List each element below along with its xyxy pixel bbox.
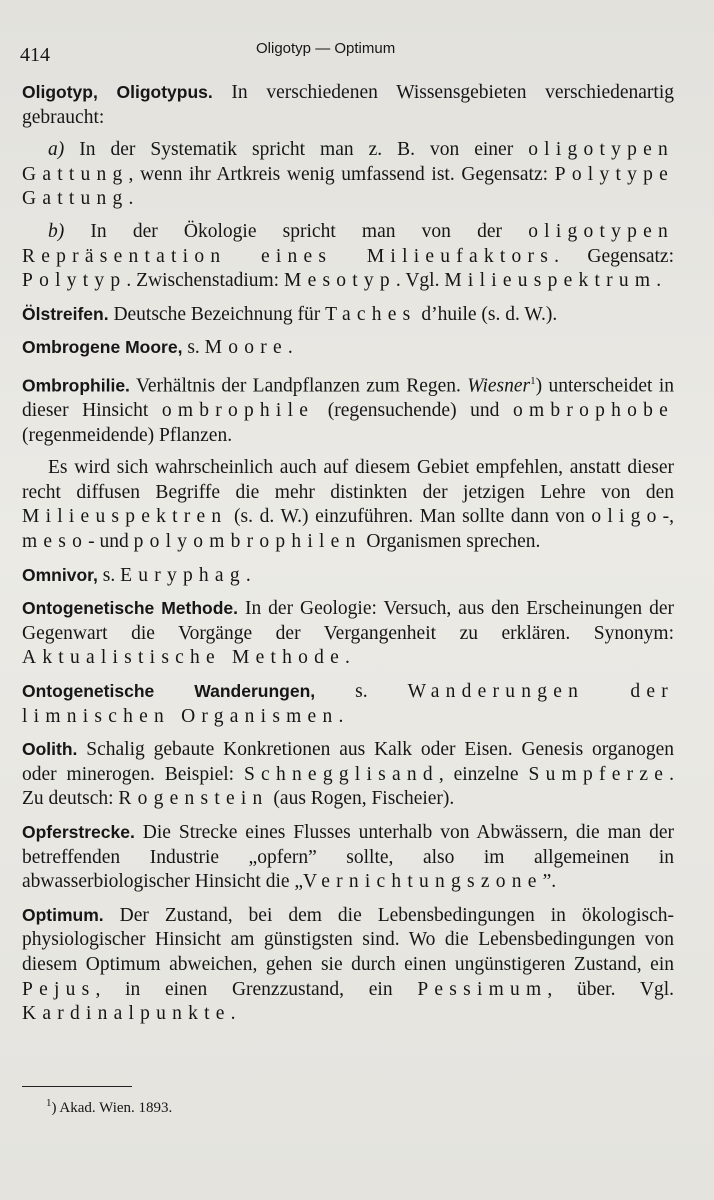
entry-text: In der Geologie: Versuch, aus den Erscheinungen der Gegenwart die Vorgänge der Vergangenheit zu erklären. Synonym: (22, 598, 674, 644)
spaced-term: Schnegglisand (243, 763, 439, 785)
headword: Optimum. (22, 904, 104, 925)
author-name: Wiesner (467, 375, 531, 397)
footnote-marker: 1 (46, 1097, 52, 1109)
spaced-term: Vernichtungszone (303, 871, 543, 893)
entry-text: . Gegensatz: (554, 245, 674, 267)
entry-ontogenetische-methode (22, 596, 674, 671)
entry-text: - und (88, 531, 134, 552)
spaced-term: ombrophobe (513, 400, 674, 422)
spaced-term: Rogenstein (118, 788, 269, 810)
entry-text: . Vgl. (395, 270, 445, 292)
entry-oolith (22, 737, 674, 812)
entry-text: s. (182, 337, 205, 359)
entry-text: . (338, 705, 344, 727)
spaced-term: Euryphag (120, 564, 246, 586)
spaced-term: Kardinalpunkte (22, 1003, 231, 1025)
entry-text: In der Systematik spricht man z. B. von einer (64, 139, 529, 161)
entry-text: -, (662, 506, 674, 528)
spaced-term: meso (22, 531, 89, 552)
headword: Opferstrecke. (22, 821, 135, 842)
spaced-term: Pejus (22, 978, 96, 1000)
headword: Oligotyp, Oligotypus. (22, 82, 213, 102)
entry-oligotyp-a (22, 138, 674, 212)
footnote-divider (22, 1086, 132, 1087)
footnote-text: ) Akad. Wien. 1893. (51, 1100, 173, 1116)
entry-text: In verschiedenen Wissensgebieten verschiedenartig gebraucht: (22, 82, 674, 128)
entry-ontogenetische-wanderungen (22, 679, 674, 729)
spaced-term: Pessimum (417, 978, 548, 1000)
list-label: b) (48, 220, 65, 242)
page-header (20, 38, 686, 66)
spaced-term: polyombrophilen (133, 531, 362, 552)
entry-text: s. (315, 680, 408, 702)
headword: Ombrogene Moore, (22, 337, 183, 358)
spaced-term: oligo (591, 506, 663, 528)
headword: Ombrophilie. (22, 375, 130, 396)
entry-text: , einzelne (438, 763, 529, 785)
spaced-term: Moore (204, 337, 288, 359)
running-head: Oligotyp — Optimum (256, 40, 396, 57)
spaced-term: Polytype Gattung (22, 163, 674, 210)
entry-text: . (128, 188, 134, 210)
headword: Ontogenetische Methode. (22, 598, 238, 619)
headword: Ontogenetische Wanderungen, (22, 680, 316, 701)
spaced-term: oligotypen Gattung (22, 139, 674, 185)
entry-text: . Zu deutsch: (22, 763, 674, 810)
headword: Oolith. (22, 739, 78, 760)
spaced-term: Polytyp (22, 270, 127, 292)
footnote (46, 1097, 172, 1117)
entry-text: . (656, 270, 662, 292)
entry-oligotyp-b (22, 220, 674, 294)
entry-text: . (287, 337, 293, 359)
entry-omnivor (22, 563, 674, 589)
entry-optimum (22, 903, 674, 1027)
spaced-term: Wanderungen der limnischen Organismen (22, 680, 674, 727)
list-label: a) (48, 139, 65, 161)
spaced-term: oligotypen Repräsentation eines Milieufaktors (22, 220, 674, 267)
entry-text: Deutsche Bezeichnung für (108, 303, 326, 325)
entry-text: Schalig gebaute Konkretionen aus Kalk oder Eisen. Genesis organogen oder minerogen. Beispiel: (22, 739, 674, 785)
entry-text: d’huile (s. d. W.). (416, 303, 558, 325)
spaced-term: Aktualistische Methode (22, 647, 346, 669)
page-number: 414 (20, 44, 50, 66)
entry-text: . (345, 647, 350, 669)
entry-text: Der Zustand, bei dem die Lebensbedingungen in ökologisch-physiologischer Hinsicht am günstigsten sind. Wo die Lebensbedingungen von diesem Optimum abweichen, gehen sie durch einen ungünstigeren Zustand, ein (22, 904, 674, 975)
spaced-term: Mesotyp (283, 270, 396, 292)
entry-text: (aus Rogen, Fischeier). (268, 788, 455, 810)
entry-ombrophilie-note (22, 456, 674, 554)
entry-text: (regensuchende) und (314, 400, 514, 422)
entry-text: . (230, 1003, 236, 1025)
headword: Ölstreifen. (22, 303, 109, 324)
entry-text: Die Strecke eines Flusses unterhalb von Abwässern, die man der betreffenden Industrie „opfern” sollte, also im allgemeinen in abwasserbiologischer Hinsicht die „ (22, 821, 674, 893)
page-body (22, 80, 674, 1035)
headword: Omnivor, (22, 564, 98, 585)
entry-text: Es wird sich wahrscheinlich auch auf diesem Gebiet empfehlen, anstatt dieser recht diffusen Begriffe die mehr distinkten der jetzigen Lehre von den (22, 457, 674, 503)
entry-text: . (245, 564, 251, 586)
entry-text: (s. d. W.) einzuführen. Man sollte dann von (227, 506, 592, 528)
entry-text: ”. (542, 871, 557, 893)
spaced-term: Taches (325, 303, 417, 325)
entry-text: Organismen sprechen. (361, 531, 541, 552)
entry-text: , über. Vgl. (547, 978, 674, 1000)
entry-text: Verhältnis der Landpflanzen zum Regen. (129, 375, 468, 397)
entry-text: In der Ökologie spricht man von der (64, 220, 529, 242)
spaced-term: ombrophile (161, 400, 315, 422)
spaced-term: Milieuspektrum (444, 270, 657, 292)
entry-opferstrecke (22, 820, 674, 895)
entry-oelstreifen (22, 302, 674, 328)
entry-text: , wenn ihr Artkreis wenig umfassend ist. Gegensatz: (128, 163, 555, 185)
entry-text: , in einen Grenzzustand, ein (95, 978, 418, 1000)
entry-oligotyp (22, 80, 674, 130)
entry-text: ) unterscheidet in dieser Hinsicht (22, 375, 674, 422)
entry-ombrogene-moore (22, 335, 674, 361)
spaced-term: Milieuspektren (22, 506, 228, 528)
entry-text: s. (97, 564, 121, 586)
entry-text: . Zwischenstadium: (126, 270, 284, 292)
spaced-term: Sumpferze (528, 763, 670, 785)
entry-ombrophilie (22, 369, 674, 448)
footnote-ref: 1 (530, 374, 536, 387)
entry-text: (regenmeidende) Pflanzen. (22, 424, 233, 446)
